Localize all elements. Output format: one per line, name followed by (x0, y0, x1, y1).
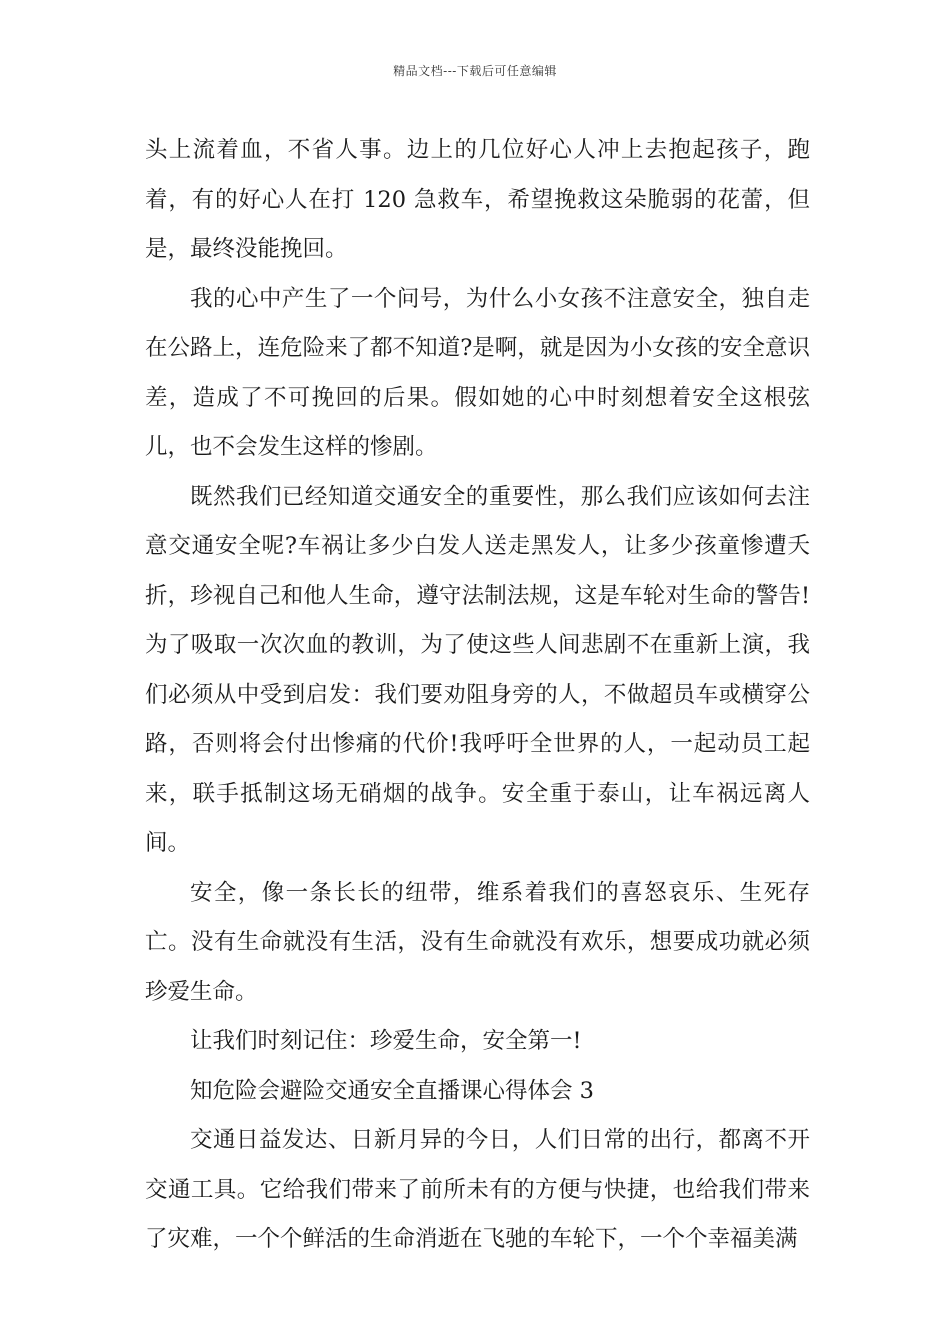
paragraph: 交通日益发达、日新月异的今日，人们日常的出行，都离不开交通工具。它给我们带来了前所未有的方便与快捷，也给我们带来了灾难，一个个鲜活的生命消逝在飞驰的车轮下，一个个幸福美满 (145, 1127, 810, 1252)
paragraph: 让我们时刻记住：珍爱生命，安全第一! (190, 1028, 582, 1054)
paragraph: 既然我们已经知道交通安全的重要性，那么我们应该如何去注意交通安全呢?车祸让多少白发人送走黑发人，让多少孩童惨遭夭折，珍视自己和他人生命，遵守法制法规，这是车轮对生命的警告!为了吸取一次次血的教训，为了使这些人间悲剧不在重新上演，我们必须从中受到启发：我们要劝阻身旁的人，不做超员车或横穿公路，否则将会付出惨痛的代价!我呼吁全世界的人，一起动员工起来，联手抵制这场无硝烟的战争。安全重于泰山，让车祸远离人间。 (145, 483, 810, 856)
document-body (145, 126, 810, 1265)
page-header: 精品文档---下载后可任意编辑 (393, 64, 557, 78)
section-title: 知危险会避险交通安全直播课心得体会 3 (190, 1077, 594, 1104)
paragraph: 我的心中产生了一个问号，为什么小女孩不注意安全，独自走在公路上，连危险来了都不知道?是啊，就是因为小女孩的安全意识差，造成了不可挽回的后果。假如她的心中时刻想着安全这根弦儿，也不会发生这样的惨剧。 (145, 285, 810, 460)
paragraph: 头上流着血，不省人事。边上的几位好心人冲上去抱起孩子，跑着，有的好心人在打 120 急救车，希望挽救这朵脆弱的花蕾，但是，最终没能挽回。 (145, 137, 810, 262)
paragraph: 安全，像一条长长的纽带，维系着我们的喜怒哀乐、生死存亡。没有生命就没有生活，没有生命就没有欢乐，想要成功就必须珍爱生命。 (145, 879, 810, 1005)
